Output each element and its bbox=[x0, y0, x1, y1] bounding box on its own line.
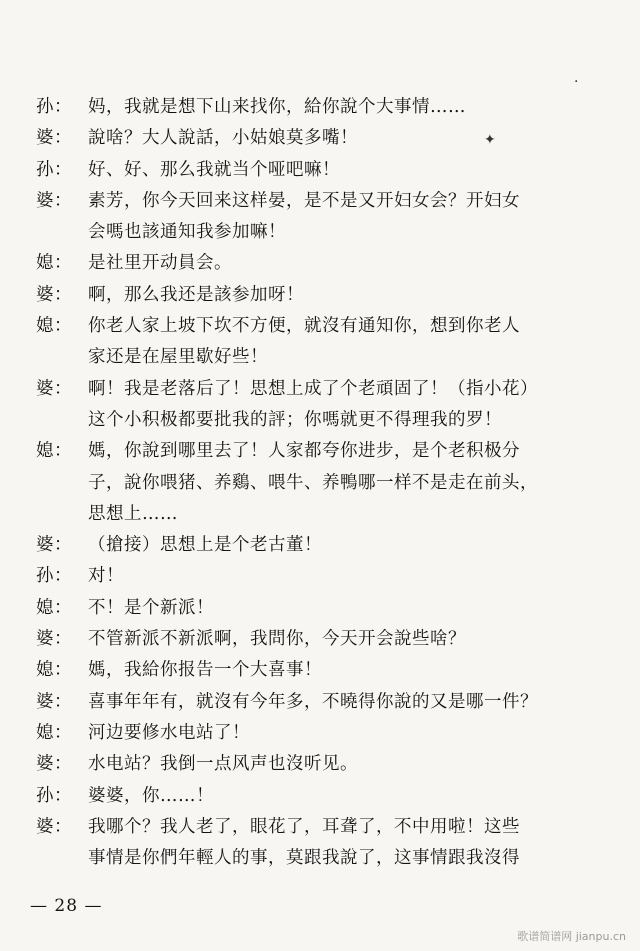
dialogue-text: 喜事年年有，就沒有今年多，不曉得你說的又是哪一件？ bbox=[88, 691, 538, 712]
dialogue-text: 家还是在屋里歇好些！ bbox=[88, 347, 268, 368]
dialogue-text: 是社里开动員会。 bbox=[88, 253, 232, 274]
dialogue-line bbox=[36, 749, 596, 780]
dialogue-line bbox=[36, 843, 596, 874]
dialogue-line bbox=[36, 468, 596, 499]
dialogue-text: 不管新派不新派啊，我問你，今天开会說些啥？ bbox=[88, 629, 466, 650]
dialogue-line bbox=[36, 155, 596, 186]
speaker-label: 媳： bbox=[36, 441, 72, 462]
speaker-label: 婆： bbox=[36, 629, 72, 650]
dialogue-text: 会嗎也該通知我参加嘛！ bbox=[88, 222, 286, 243]
dialogue-line bbox=[36, 436, 596, 467]
dialogue-text: 我哪个？我人老了，眼花了，耳聋了，不中用啦！这些 bbox=[88, 816, 520, 837]
dialogue-text: 啊！我是老落后了！思想上成了个老頑固了！（指小花） bbox=[88, 378, 538, 399]
dialogue-line bbox=[36, 311, 596, 342]
dialogue-text: 对！ bbox=[88, 566, 124, 587]
dialogue-line bbox=[36, 781, 596, 812]
dialogue-text: 这个小积极都要批我的評；你嗎就更不得理我的罗！ bbox=[88, 409, 502, 430]
dialogue-line bbox=[36, 186, 596, 217]
speaker-label: 婆： bbox=[36, 754, 72, 775]
speaker-label: 媳： bbox=[36, 722, 72, 743]
speaker-label: 婆： bbox=[36, 128, 72, 149]
speaker-label: 孙： bbox=[36, 159, 72, 180]
dialogue-text: 婆婆，你……！ bbox=[88, 785, 214, 806]
dialogue-text: 好、好、那么我就当个哑吧嘛！ bbox=[88, 159, 340, 180]
dialogue-line bbox=[36, 499, 596, 530]
ink-speck: · bbox=[574, 74, 579, 90]
dialogue-line bbox=[36, 280, 596, 311]
dialogue-line bbox=[36, 92, 596, 123]
dialogue-line bbox=[36, 248, 596, 279]
speaker-label: 婆： bbox=[36, 535, 72, 556]
dialogue-text: 你老人家上坡下坎不方便，就沒有通知你，想到你老人 bbox=[88, 316, 520, 337]
dialogue-block bbox=[36, 92, 596, 874]
dialogue-line bbox=[36, 123, 596, 154]
speaker-label: 媳： bbox=[36, 597, 72, 618]
dialogue-line bbox=[36, 593, 596, 624]
dialogue-text: 啊，那么我还是該参加呀！ bbox=[88, 284, 304, 305]
dialogue-text: 水电站？我倒一点风声也沒听见。 bbox=[88, 754, 358, 775]
dialogue-line bbox=[36, 624, 596, 655]
dialogue-line bbox=[36, 561, 596, 592]
dialogue-text: 說啥？大人說話，小姑娘莫多嘴！ bbox=[88, 128, 358, 149]
dialogue-line bbox=[36, 217, 596, 248]
dialogue-line bbox=[36, 812, 596, 843]
speaker-label: 婆： bbox=[36, 190, 72, 211]
speaker-label: 婆： bbox=[36, 378, 72, 399]
dialogue-line bbox=[36, 718, 596, 749]
dialogue-text: 妈，我就是想下山来找你，給你說个大事情…… bbox=[88, 97, 466, 117]
speaker-label: 媳： bbox=[36, 316, 72, 337]
speaker-label: 婆： bbox=[36, 816, 72, 837]
page-number: — 28 — bbox=[30, 896, 103, 916]
dialogue-text: 河边要修水电站了！ bbox=[88, 722, 250, 743]
speaker-label: 媳： bbox=[36, 660, 72, 681]
dialogue-text: 事情是你們年輕人的事，莫跟我說了，这事情跟我沒得 bbox=[88, 848, 520, 869]
dialogue-text: 素芳，你今天回来这样晏，是不是又开妇女会？开妇女 bbox=[88, 190, 520, 211]
dialogue-text: 媽，你說到哪里去了！人家都夸你进步，是个老积极分 bbox=[88, 441, 520, 462]
speaker-label: 婆： bbox=[36, 284, 72, 305]
dialogue-text: 不！是个新派！ bbox=[88, 597, 214, 618]
dialogue-line bbox=[36, 655, 596, 686]
dialogue-text: 思想上…… bbox=[88, 503, 178, 524]
speaker-label: 婆： bbox=[36, 691, 72, 712]
dialogue-text: 媽，我給你报告一个大喜事！ bbox=[88, 660, 322, 681]
dialogue-line bbox=[36, 374, 596, 405]
watermark: 歌谱简谱网 jianpu.cn bbox=[517, 930, 626, 943]
dialogue-line bbox=[36, 530, 596, 561]
dialogue-text: （搶接）思想上是个老古董！ bbox=[88, 535, 322, 556]
speaker-label: 孙： bbox=[36, 97, 72, 117]
speaker-label: 孙： bbox=[36, 566, 72, 587]
speaker-label: 孙： bbox=[36, 785, 72, 806]
ink-speck: ✦ bbox=[484, 132, 496, 148]
dialogue-text: 子，說你喂猪、养鷄、喂牛、养鴨哪一样不是走在前头， bbox=[88, 472, 538, 493]
dialogue-line bbox=[36, 687, 596, 718]
speaker-label: 媳： bbox=[36, 253, 72, 274]
dialogue-line bbox=[36, 342, 596, 373]
dialogue-line bbox=[36, 405, 596, 436]
